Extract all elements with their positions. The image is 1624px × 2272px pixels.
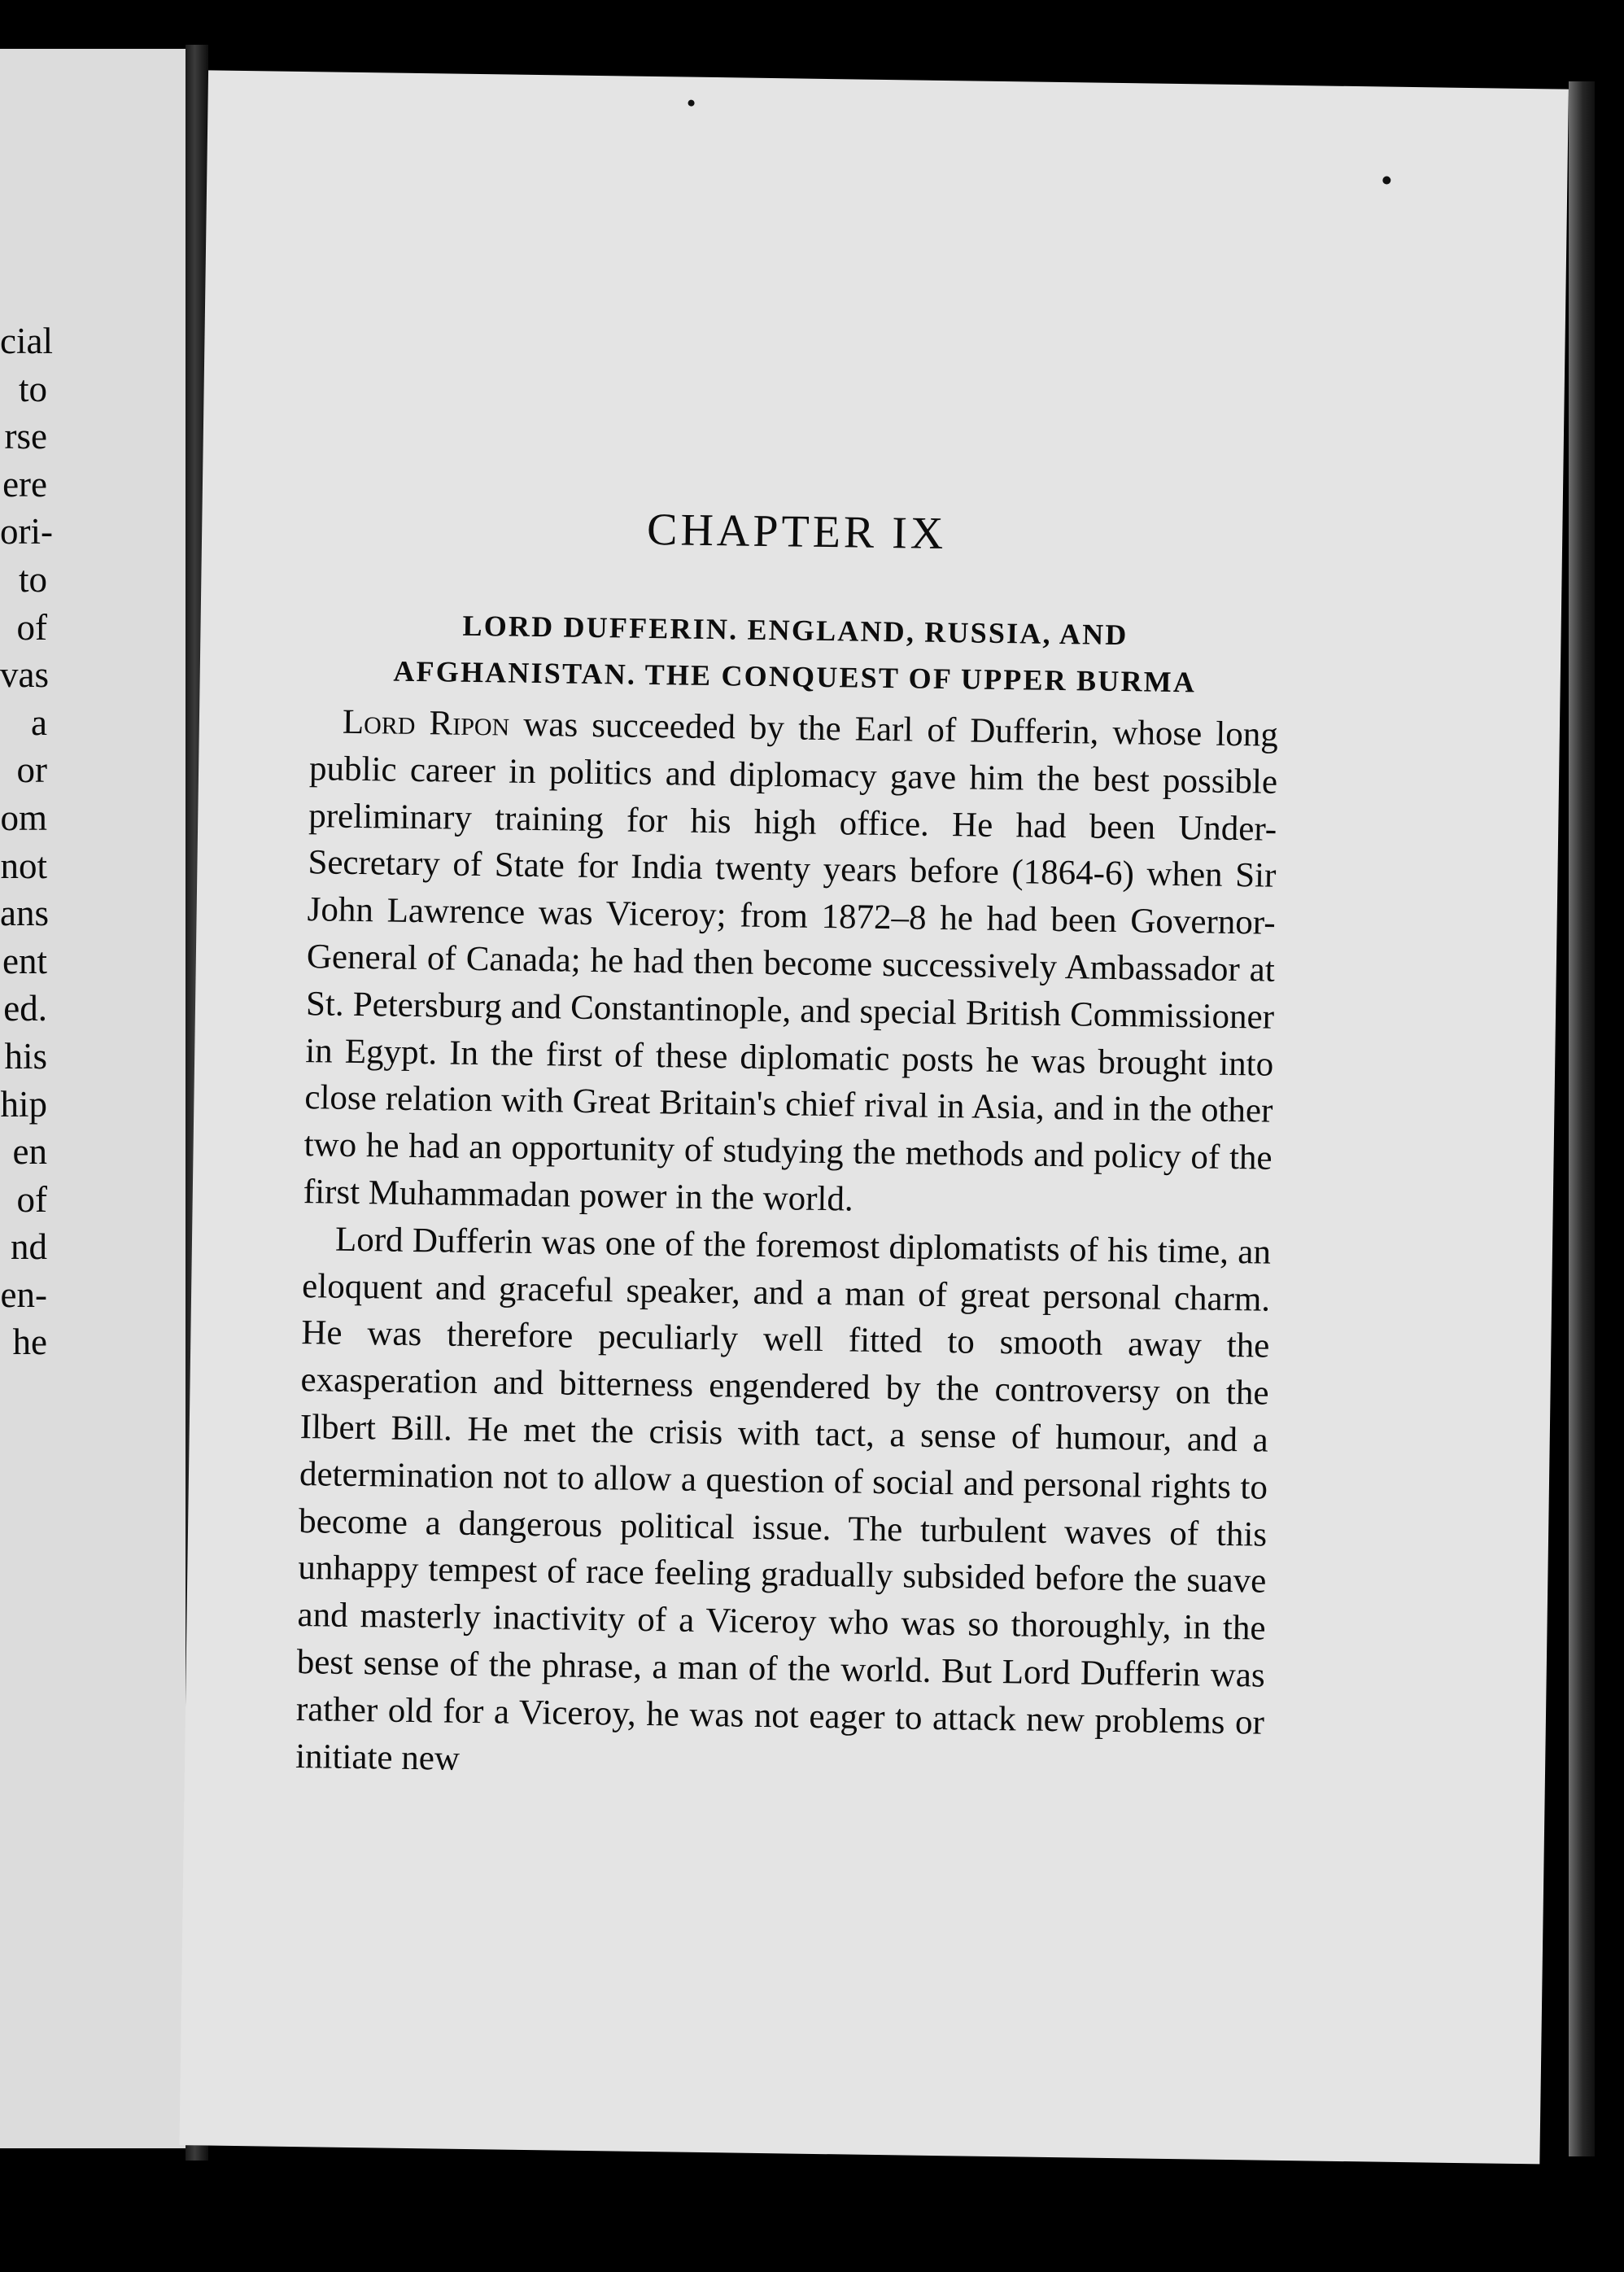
left-fragment: not [0,845,47,886]
paragraph-lead-smallcaps: Lord Ripon [342,702,510,744]
page-edge [1569,81,1595,2156]
chapter-subtitle-line: LORD DUFFERIN. ENGLAND, RUSSIA, AND [462,609,1129,652]
left-fragment: vas [0,654,49,696]
left-fragment: ent [2,940,47,981]
left-fragment: his [4,1035,47,1077]
left-page [0,49,186,2148]
left-fragment: en- [0,1274,47,1315]
left-fragment: rse [4,416,47,457]
left-fragment: en [12,1131,47,1173]
dust-speck [688,100,695,107]
paragraph: Lord Dufferin was one of the foremost diplomatists of his time, an eloquent and graceful speaker, and a man of great personal charm. He was therefore peculiarly well fitted to smooth away the exasperation and bitterness engendered by the controversy on the Ilbert Bill. He met the crisis with tact, a sense of humour, and a determination not to allow a question of social and personal rights to become a dangerous political issue. The turbulent waves of this unhappy tempest of race feeling gradually subsided before the suave and masterly inactivity of a Viceroy who was so thoroughly, in the best sense of the phrase, a man of the world. But Lord Dufferin was rather old for a Viceroy, he was not eager to attack new problems or initiate new [295,1220,1272,1778]
left-fragment: ed. [3,988,47,1029]
body-text [295,698,1278,1794]
left-fragment: nd [11,1226,47,1268]
chapter-subtitle-line: AFGHANISTAN. THE CONQUEST OF UPPER BURMA [393,654,1197,699]
left-page-text-fragments [0,317,53,1366]
right-page [179,70,1568,2164]
chapter-heading: CHAPTER IX [646,504,947,560]
chapter-subtitle [310,601,1279,707]
text-block [295,72,1287,1778]
left-fragment: ori- [0,511,53,553]
paragraph-text: was succeeded by the Earl of Dufferin, whose long public career in politics and diplomacy gave him the best possible preliminary training for his high office. He had been Under-Secretary of State for India twenty years before (1864-6) when Sir John Lawrence was Viceroy; from 1872–8 he had been Governor-General of Canada; he had then become successively Ambassador at St. Petersburg and Constantinople, and special British Commissioner in Egypt. In the first of these diplomatic posts he was brought into close relation with Great Britain's chief rival in Asia, and in the other two he had an opportunity of studying the methods and policy of the first Muhammadan power in the world. [303,705,1279,1219]
paragraph [303,698,1278,1229]
left-fragment: ere [2,463,47,505]
left-fragment: or [16,749,47,791]
dust-speck [1382,176,1390,184]
left-fragment: of [16,606,47,648]
left-fragment: ans [0,893,49,934]
left-fragment: he [12,1322,47,1363]
left-fragment: om [0,797,47,838]
left-fragment: a [31,701,47,743]
left-fragment: hip [0,1083,47,1125]
left-fragment: to [18,558,47,600]
left-fragment: of [16,1178,47,1220]
left-fragment: to [18,368,47,409]
left-fragment: cial [0,321,53,361]
